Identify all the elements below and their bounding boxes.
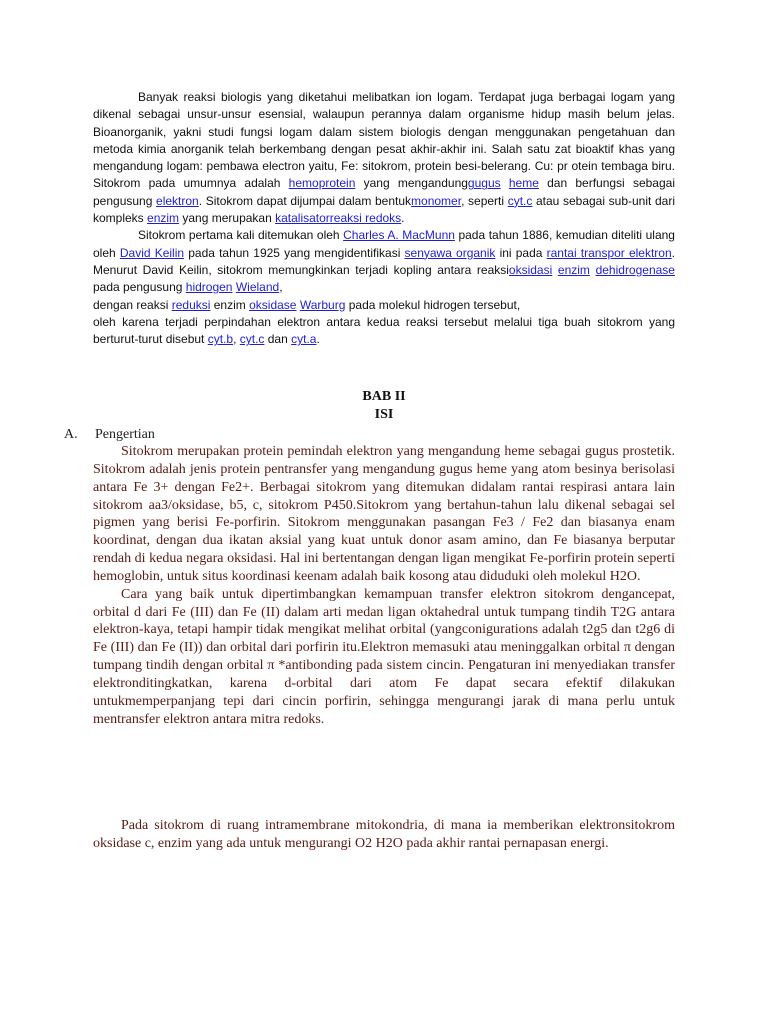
hyperlink[interactable]: Wieland xyxy=(235,280,280,295)
section-heading xyxy=(64,427,184,443)
hyperlink[interactable]: cyt.b xyxy=(207,332,234,347)
text-run: dengan reaksi xyxy=(93,297,172,312)
section-title: Pengertian xyxy=(95,427,155,442)
body-paragraph-2: Cara yang baik untuk dipertimbangkan kemampuan transfer elektron sitokrom dengancepat, orbital d dari Fe (III) dan Fe (II) dalam arti medan ligan oktahedral untuk tumpang tindih T2G antara elektron-kaya, tetapi hampir tidak mengikat melihat orbital (yangconigurations adalah t2g5 dan t2g6 di Fe (III) dan Fe (II)) dan orbital dari porfirin itu.Elektron memasuki atau meninggalkan orbital π dengan tumpang tindih dengan orbital π *antibonding pada sistem cincin. Pengaturan ini menyediakan transfer elektronditingkatkan, karena d-orbital dari atom Fe dapat secara efektif dilakukan untukmemperpanjang tepi dari cincin porfirin, sehingga mengurangi jarak di mana perlu untuk mentransfer elektron antara mitra redoks. xyxy=(93,586,675,727)
chapter-subheading: ISI xyxy=(374,407,394,422)
hyperlink[interactable]: hemoprotein xyxy=(288,176,356,191)
hyperlink[interactable]: reduksi xyxy=(171,297,211,312)
text-run: , xyxy=(233,332,240,347)
intro-paragraph-3 xyxy=(93,297,675,314)
text-run: pada molekul hidrogen tersebut, xyxy=(345,297,521,312)
intro-paragraph-1 xyxy=(93,89,675,227)
hyperlink[interactable]: David Keilin xyxy=(119,245,185,260)
text-run: atau sebagai sub-unit dari kompleks xyxy=(93,193,675,226)
text-run: ini pada xyxy=(495,245,547,260)
hyperlink[interactable]: Warburg xyxy=(299,297,346,312)
body-section-1 xyxy=(93,443,675,729)
text-run: Banyak reaksi biologis yang diketahui melibatkan ion logam. Terdapat juga berbagai logam yang dikenal sebagai unsur-unsur esensial, walaupun perannya dalam organisme hidup masih belum jelas. Bioanorganik, yakni studi fungsi logam dalam sistem biologis dengan menggunakan pengetahuan dan metoda kimia anorganik telah berkembang dengan pesat akhir-akhir ini. Salah satu zat bioaktif khas yang mengandung logam: pembawa electron yaitu, Fe: sitokrom, protein besi-belerang. Cu: pr otein tembaga biru. Sitokrom pada umumnya adalah xyxy=(93,90,675,191)
text-run: pada tahun 1886, kemudian diteliti ulang oleh xyxy=(93,228,675,260)
hyperlink[interactable]: enzim xyxy=(147,211,180,226)
text-run: Sitokrom pertama kali ditemukan oleh xyxy=(138,228,344,243)
hyperlink[interactable]: cyt.c xyxy=(239,332,265,347)
hyperlink[interactable]: gugus xyxy=(467,176,501,191)
text-run: . Menurut David Keilin, sitokrom memungkinkan terjadi kopling antara reaksi xyxy=(93,245,675,277)
text-run xyxy=(501,176,509,190)
hyperlink[interactable]: enzim xyxy=(557,262,590,277)
text-run: . Sitokrom dapat dijumpai dalam bentuk xyxy=(198,193,412,208)
hyperlink[interactable]: cyt.a xyxy=(291,332,317,347)
chapter-heading: BAB II xyxy=(362,389,406,404)
hyperlink[interactable]: Charles A. MacMunn xyxy=(343,228,455,243)
intro-paragraph-2 xyxy=(93,227,675,296)
text-run: yang mengandung xyxy=(355,176,468,191)
hyperlink[interactable]: elektron xyxy=(156,193,199,208)
body-paragraph-3: Pada sitokrom di ruang intramembrane mitokondria, di mana ia memberikan elektronsitokrom oksidase c, enzim yang ada untuk mengurangi O2 H2O pada akhir rantai pernapasan energi. xyxy=(93,818,675,851)
text-run: . xyxy=(401,211,405,226)
text-run: pada tahun 1925 yang mengidentifikasi xyxy=(184,245,405,260)
text-run: , seperti xyxy=(461,193,508,208)
body-section-2 xyxy=(93,817,675,853)
hyperlink[interactable]: monomer xyxy=(411,193,462,208)
text-run: enzim xyxy=(210,297,250,312)
hyperlink[interactable]: hidrogen xyxy=(185,280,233,295)
hyperlink[interactable]: oksidase xyxy=(249,297,297,312)
body-paragraph-1: Sitokrom merupakan protein pemindah elektron yang mengandung heme sebagai gugus prostetik. Sitokrom adalah jenis protein pentransfer yang mengandung gugus heme yang atom besinya berisolasi antara Fe 3+ dengan Fe2+. Berbagai sitokrom yang ditemukan didalam rantai respirasi antara lain sitokrom aa3/oksidase, b5, c, sitokrom P450.Sitokrom yang bertahun-tahun lalu dikenal sebagai sel pigmen yang berisi Fe-porfirin. Sitokrom menggunakan pasangan Fe3 / Fe2 dan biasanya enam koordinat, dengan dua ikatan aksial yang kuat untuk donor asam amino, dan Fe biasanya berputar rendah di kedua negara oksidasi. Hal ini bertentangan dengan ligan mengikat Fe-porfirin protein seperti hemoglobin, untuk situs koordinasi keenam adalah baik kosong atau diduduki oleh molekul H2O. xyxy=(93,444,675,584)
hyperlink[interactable]: cyt.c xyxy=(507,193,533,208)
section-letter: A. xyxy=(64,427,78,442)
hyperlink[interactable]: katalisatorreaksi redoks xyxy=(275,211,402,226)
text-run: pada pengusung xyxy=(93,280,186,295)
hyperlink[interactable]: rantai transpor elektron xyxy=(546,245,672,260)
text-run: dan berfungsi sebagai pengusung xyxy=(93,176,675,208)
intro-paragraph-4 xyxy=(93,314,675,349)
hyperlink[interactable]: dehidrogenase xyxy=(595,262,675,277)
hyperlink[interactable]: senyawa organik xyxy=(404,245,496,260)
text-run: . xyxy=(316,332,320,347)
text-run: , xyxy=(279,280,283,295)
text-run: yang merupakan xyxy=(179,211,276,226)
hyperlink[interactable]: heme xyxy=(508,176,539,191)
text-run: dan xyxy=(264,332,292,347)
hyperlink[interactable]: oksidasi xyxy=(508,262,553,277)
intro-section xyxy=(93,89,675,348)
text-run: oleh karena terjadi perpindahan elektron antara kedua reaksi tersebut melalui tiga buah sitokrom yang berturut-turut disebut xyxy=(93,314,675,347)
